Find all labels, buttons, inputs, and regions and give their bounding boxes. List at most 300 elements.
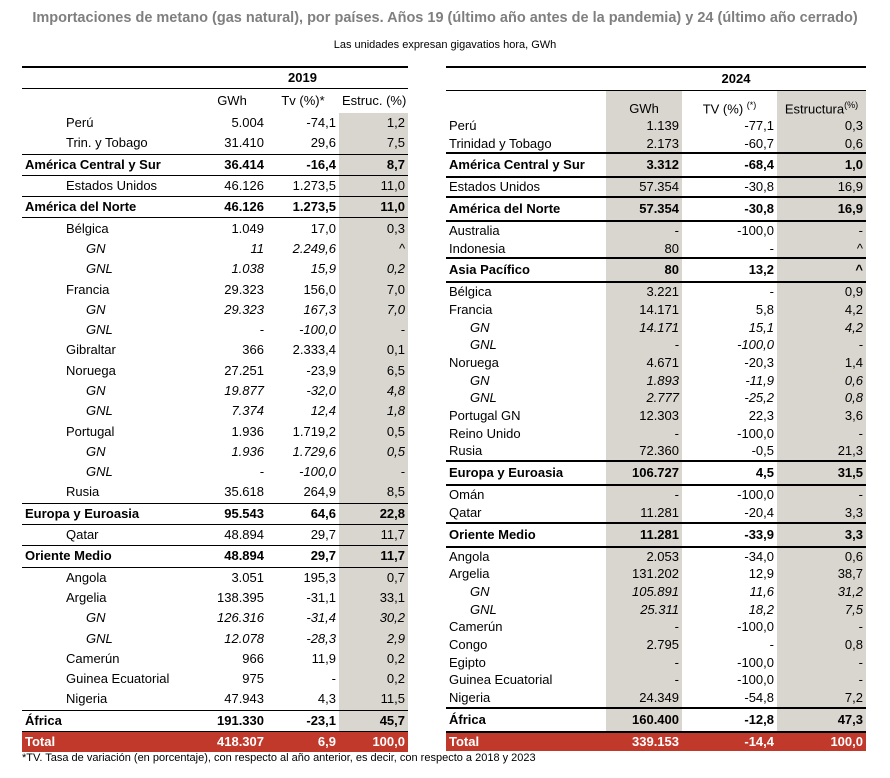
row-label: GN (86, 240, 106, 256)
row-label: Argelia (66, 589, 107, 605)
cell-tv: - (331, 671, 336, 687)
year-header-row (22, 67, 408, 89)
aggregate-row (446, 258, 866, 282)
cell-estructura: ^ (777, 258, 866, 282)
cell-tv: 15,9 (310, 261, 336, 277)
cell-gwh: 339.153 (606, 732, 682, 751)
cell-gwh: 1.936 (231, 443, 264, 459)
cell-estructura: 0,6 (777, 372, 866, 390)
cell-tv: -31,1 (306, 589, 336, 605)
cell-estructura: 47,3 (777, 708, 866, 732)
total-row (22, 731, 408, 752)
cell-gwh: 27.251 (224, 362, 264, 378)
year-header-row (446, 67, 866, 91)
table-row (446, 654, 866, 672)
cell-estructura: 7,5 (339, 133, 408, 154)
cell-tv: 264,9 (303, 484, 336, 500)
table-row (22, 482, 408, 503)
cell-gwh: 12.303 (606, 407, 682, 425)
cell-estructura: 6,5 (339, 361, 408, 381)
cell-gwh: - (259, 322, 264, 338)
cell-tv: 1.729,6 (292, 443, 336, 459)
header-estructura: Estruc. (%) (342, 93, 407, 108)
row-label: GNL (470, 390, 497, 406)
table-row (22, 113, 408, 133)
table-2019 (22, 66, 408, 752)
cell-tv: -16,4 (267, 154, 339, 175)
cell-gwh: 57.354 (606, 177, 682, 197)
cell-tv: -32,0 (306, 383, 336, 398)
row-label: GNL (86, 261, 113, 277)
cell-tv: 167,3 (303, 301, 336, 317)
row-label: GN (86, 610, 106, 626)
cell-estructura: - (777, 618, 866, 636)
cell-tv: -100,0 (299, 322, 336, 338)
cell-tv: 5,8 (755, 301, 774, 317)
cell-tv: -31,4 (306, 610, 336, 626)
cell-tv: 1.273,5 (292, 178, 336, 194)
row-label: Portugal (66, 423, 115, 439)
table-row (446, 177, 866, 197)
sub-row (22, 608, 408, 628)
cell-gwh: 72.360 (606, 443, 682, 462)
table-row (22, 669, 408, 689)
row-label: GN (470, 372, 490, 388)
sub-row (22, 300, 408, 320)
row-label: GNL (86, 630, 113, 646)
row-label: Camerún (449, 619, 503, 635)
table-row (22, 361, 408, 381)
row-label: Egipto (449, 654, 486, 670)
header-tv: TV (%) (*) (702, 99, 757, 116)
cell-tv: -100,0 (737, 619, 774, 635)
row-label: Nigeria (66, 691, 108, 707)
cell-estructura: 11,0 (339, 197, 408, 218)
row-label: Perú (66, 115, 94, 131)
cell-tv: 6,9 (267, 731, 339, 752)
cell-estructura: - (777, 425, 866, 443)
footnote: *TV. Tasa de variación (en porcentaje), con respecto al año anterior, es decir, con respecto a 2018 y 2023 (22, 752, 536, 764)
cell-estructura: 16,9 (777, 177, 866, 197)
sub-row (22, 381, 408, 401)
cell-gwh: 47.943 (224, 691, 264, 707)
cell-gwh: 48.894 (224, 527, 264, 543)
cell-estructura: 0,2 (339, 259, 408, 279)
row-label: Francia (449, 301, 493, 317)
row-label: GN (86, 443, 106, 459)
cell-estructura: 3,6 (777, 407, 866, 425)
cell-estructura: 0,6 (777, 135, 866, 154)
row-label: Omán (449, 487, 485, 503)
cell-gwh: 106.727 (606, 461, 682, 485)
cell-gwh: 80 (606, 258, 682, 282)
cell-estructura: 11,7 (339, 546, 408, 567)
cell-estructura: 22,8 (339, 503, 408, 524)
cell-gwh: 36.414 (197, 154, 267, 175)
cell-estructura: - (777, 672, 866, 690)
table-row (446, 547, 866, 566)
table-row (446, 135, 866, 154)
cell-estructura: 16,9 (777, 197, 866, 221)
aggregate-row (446, 461, 866, 485)
cell-estructura: - (777, 485, 866, 504)
row-label: Indonesia (449, 240, 506, 256)
aggregate-row (22, 710, 408, 731)
cell-tv: 12,9 (748, 566, 774, 582)
row-label: América Central y Sur (22, 154, 197, 175)
aggregate-row (22, 546, 408, 567)
aggregate-row (446, 523, 866, 547)
table-row (446, 672, 866, 690)
table-row (446, 443, 866, 462)
cell-tv: 2.249,6 (292, 240, 336, 256)
total-row (446, 732, 866, 751)
cell-tv: -11,9 (745, 372, 774, 388)
cell-estructura: 0,2 (339, 649, 408, 669)
cell-tv: 22,3 (748, 408, 774, 424)
row-label: Rusia (66, 484, 100, 500)
cell-tv: -33,9 (682, 523, 777, 547)
cell-tv: 11,9 (311, 650, 336, 666)
cell-estructura: 7,2 (777, 689, 866, 708)
table-body-2024 (446, 117, 866, 751)
row-label: Trin. y Tobago (66, 135, 148, 151)
header-gwh: GWh (217, 93, 247, 108)
cell-gwh: 160.400 (606, 708, 682, 732)
row-label: Asia Pacífico (446, 258, 606, 282)
cell-estructura: 0,7 (339, 567, 408, 588)
cell-tv: 29,6 (310, 135, 336, 151)
cell-estructura: 0,5 (339, 421, 408, 441)
cell-estructura: 4,2 (777, 319, 866, 337)
cell-tv: 17,0 (310, 220, 336, 236)
page-title: Importaciones de metano (gas natural), por países. Años 19 (último año antes de la pandemia) y 24 (último año cerrado) (32, 10, 858, 26)
row-label: GNL (470, 337, 497, 353)
table-row (22, 588, 408, 608)
cell-tv: -100,0 (737, 337, 774, 353)
table-row (22, 567, 408, 588)
cell-estructura: 1,8 (339, 401, 408, 421)
cell-gwh: 5.004 (231, 115, 264, 131)
cell-estructura: 8,5 (339, 482, 408, 503)
row-label: Bélgica (66, 220, 109, 236)
cell-tv: -100,0 (299, 464, 336, 480)
cell-estructura: 0,6 (777, 547, 866, 566)
cell-estructura: 31,2 (777, 583, 866, 601)
cell-gwh: - (606, 618, 682, 636)
row-label: Reino Unido (449, 425, 521, 441)
row-label: América Central y Sur (446, 153, 606, 177)
table-row (22, 279, 408, 299)
cell-gwh: 966 (242, 650, 264, 666)
cell-estructura: 0,5 (339, 442, 408, 462)
cell-gwh: 80 (606, 240, 682, 259)
cell-estructura: 4,8 (339, 381, 408, 401)
cell-tv: 15,1 (748, 319, 774, 335)
cell-estructura: 38,7 (777, 565, 866, 583)
row-label: Total (446, 732, 606, 751)
cell-estructura: 33,1 (339, 588, 408, 608)
table-row (446, 354, 866, 372)
cell-estructura: 30,2 (339, 608, 408, 628)
cell-estructura: 7,0 (339, 279, 408, 299)
row-label: Noruega (66, 362, 116, 378)
row-label: Oriente Medio (446, 523, 606, 547)
cell-gwh: 14.171 (606, 319, 682, 337)
table-row (446, 636, 866, 654)
cell-estructura: 0,8 (777, 390, 866, 408)
sub-row (22, 259, 408, 279)
sub-row (446, 390, 866, 408)
cell-tv: 11,6 (749, 583, 774, 599)
row-label: Portugal GN (449, 408, 521, 424)
cell-tv: -12,8 (682, 708, 777, 732)
row-label: América del Norte (446, 197, 606, 221)
table-row (446, 565, 866, 583)
cell-estructura: 7,0 (339, 300, 408, 320)
year-label: 2024 (606, 67, 866, 91)
cell-gwh: 138.395 (217, 589, 264, 605)
table-row (446, 221, 866, 240)
row-label: Angola (449, 548, 490, 564)
cell-estructura: 45,7 (339, 710, 408, 731)
cell-gwh: 1.893 (606, 372, 682, 390)
cell-estructura: 11,7 (339, 524, 408, 545)
cell-tv: -0,5 (751, 443, 774, 459)
page-subtitle: Las unidades expresan gigavatios hora, GWh (333, 39, 557, 51)
cell-tv: 2.333,4 (292, 342, 336, 358)
cell-tv: - (769, 636, 774, 652)
cell-gwh: 975 (242, 671, 264, 687)
cell-gwh: - (606, 337, 682, 355)
cell-tv: -68,4 (682, 153, 777, 177)
cell-gwh: 95.543 (197, 503, 267, 524)
sub-row (446, 337, 866, 355)
cell-tv: 195,3 (303, 569, 336, 585)
cell-gwh: 31.410 (224, 135, 264, 151)
cell-gwh: 11.281 (606, 504, 682, 523)
cell-tv: -100,0 (737, 425, 774, 441)
row-label: Congo (449, 636, 488, 652)
cell-estructura: 7,5 (777, 601, 866, 619)
cell-gwh: - (606, 425, 682, 443)
cell-gwh: 7.374 (231, 403, 264, 419)
cell-gwh: 1.049 (231, 220, 264, 236)
cell-gwh: 3.312 (606, 153, 682, 177)
header-estructura: Estructura(%) (777, 91, 866, 118)
cell-gwh: - (259, 464, 264, 480)
cell-tv: 1.273,5 (267, 197, 339, 218)
cell-gwh: 2.173 (606, 135, 682, 154)
table-body-2019 (22, 113, 408, 752)
table-row (446, 407, 866, 425)
table-row (446, 117, 866, 135)
row-label: Estados Unidos (449, 179, 541, 195)
table-row (22, 340, 408, 360)
table-row (446, 240, 866, 259)
cell-estructura: - (777, 337, 866, 355)
table-row (446, 504, 866, 523)
cell-estructura: 21,3 (777, 443, 866, 462)
cell-tv: -20,3 (744, 355, 774, 371)
cell-estructura: 31,5 (777, 461, 866, 485)
aggregate-row (22, 503, 408, 524)
cell-estructura: 3,3 (777, 523, 866, 547)
cell-estructura: 4,2 (777, 301, 866, 319)
table-row (446, 282, 866, 301)
sub-row (446, 583, 866, 601)
cell-gwh: 1.038 (231, 261, 264, 277)
cell-tv: 29,7 (310, 527, 336, 543)
cell-tv: -23,1 (267, 710, 339, 731)
row-label: Francia (66, 281, 110, 297)
table-row (22, 218, 408, 239)
row-label: África (446, 708, 606, 732)
cell-gwh: 3.051 (231, 569, 264, 585)
cell-estructura: - (777, 221, 866, 240)
cell-gwh: - (606, 221, 682, 240)
aggregate-row (446, 708, 866, 732)
row-label: GNL (86, 464, 113, 480)
table-row (22, 689, 408, 710)
sub-row (446, 319, 866, 337)
cell-estructura: 0,3 (777, 117, 866, 135)
column-header-row (446, 91, 866, 118)
cell-tv: -25,2 (744, 390, 774, 406)
row-label: Total (22, 731, 197, 752)
cell-estructura: 2,9 (339, 628, 408, 648)
cell-estructura: 11,5 (339, 689, 408, 710)
cell-estructura: ^ (339, 239, 408, 259)
cell-tv: - (769, 240, 774, 256)
cell-tv: -77,1 (744, 117, 774, 133)
cell-gwh: - (606, 485, 682, 504)
row-label: Guinea Ecuatorial (66, 671, 170, 687)
table-2024 (446, 66, 866, 751)
row-label: Guinea Ecuatorial (449, 672, 553, 688)
table-row (22, 524, 408, 545)
cell-gwh: 48.894 (197, 546, 267, 567)
year-label: 2019 (197, 67, 408, 89)
sub-row (22, 462, 408, 482)
cell-gwh: 418.307 (197, 731, 267, 752)
cell-gwh: 14.171 (606, 301, 682, 319)
table-row (446, 618, 866, 636)
row-label: Perú (449, 117, 477, 133)
cell-gwh: 2.777 (606, 390, 682, 408)
cell-tv: 29,7 (267, 546, 339, 567)
row-label: África (22, 710, 197, 731)
cell-gwh: 2.053 (606, 547, 682, 566)
header-gwh: GWh (606, 91, 682, 118)
cell-estructura: 100,0 (339, 731, 408, 752)
aggregate-row (22, 197, 408, 218)
table-row (446, 425, 866, 443)
cell-gwh: 46.126 (197, 197, 267, 218)
cell-tv: 4,5 (682, 461, 777, 485)
cell-tv: 12,4 (310, 403, 336, 419)
cell-tv: -30,8 (744, 179, 774, 195)
cell-gwh: 191.330 (197, 710, 267, 731)
cell-gwh: 1.139 (606, 117, 682, 135)
aggregate-row (22, 154, 408, 175)
row-label: Gibraltar (66, 342, 116, 358)
row-label: GN (470, 583, 490, 599)
row-label: GNL (86, 322, 113, 338)
table-row (22, 133, 408, 154)
table-row (22, 421, 408, 441)
cell-estructura: ^ (777, 240, 866, 259)
cell-estructura: 11,0 (339, 175, 408, 196)
cell-tv: 18,2 (748, 601, 774, 617)
row-label: GN (86, 301, 106, 317)
cell-estructura: - (777, 654, 866, 672)
cell-tv: -100,0 (737, 222, 774, 238)
cell-gwh: 57.354 (606, 197, 682, 221)
cell-gwh: 25.311 (606, 601, 682, 619)
sub-row (22, 628, 408, 648)
cell-estructura: 0,3 (339, 218, 408, 239)
cell-estructura: 1,4 (777, 354, 866, 372)
cell-tv: -54,8 (744, 690, 774, 706)
table-row (446, 485, 866, 504)
cell-estructura: 0,1 (339, 340, 408, 360)
row-label: Rusia (449, 443, 483, 459)
cell-gwh: 29.323 (224, 301, 264, 317)
cell-tv: 1.719,2 (292, 423, 336, 439)
sub-row (22, 401, 408, 421)
cell-gwh: - (606, 654, 682, 672)
cell-estructura: 100,0 (777, 732, 866, 751)
cell-tv: -28,3 (306, 630, 336, 646)
row-label: Angola (66, 569, 107, 585)
cell-gwh: 3.221 (606, 282, 682, 301)
row-label: Qatar (449, 504, 482, 520)
cell-tv: -100,0 (737, 672, 774, 688)
column-header-row (22, 89, 408, 114)
cell-gwh: 35.618 (224, 484, 264, 500)
row-label: Nigeria (449, 690, 491, 706)
cell-gwh: 4.671 (606, 354, 682, 372)
cell-tv: 156,0 (303, 281, 336, 297)
cell-tv: 4,3 (317, 691, 336, 707)
cell-tv: -100,0 (737, 654, 774, 670)
cell-estructura: 3,3 (777, 504, 866, 523)
row-label: Oriente Medio (22, 546, 197, 567)
cell-tv: -30,8 (682, 197, 777, 221)
row-label: Trinidad y Tobago (449, 135, 552, 151)
sub-row (446, 601, 866, 619)
cell-gwh: 2.795 (606, 636, 682, 654)
cell-gwh: 1.936 (231, 423, 264, 439)
cell-estructura: - (339, 462, 408, 482)
table-row (22, 175, 408, 196)
aggregate-row (446, 153, 866, 177)
cell-tv: -34,0 (744, 548, 774, 564)
row-label: GN (470, 319, 490, 335)
table-row (22, 649, 408, 669)
sub-row (22, 442, 408, 462)
row-label: Argelia (449, 566, 490, 582)
cell-tv: -74,1 (306, 115, 336, 131)
sub-row (22, 320, 408, 340)
row-label: GNL (86, 403, 113, 419)
row-label: Bélgica (449, 284, 492, 300)
cell-tv: 64,6 (267, 503, 339, 524)
row-label: América del Norte (22, 197, 197, 218)
cell-gwh: 12.078 (224, 630, 264, 646)
cell-gwh: 131.202 (606, 565, 682, 583)
